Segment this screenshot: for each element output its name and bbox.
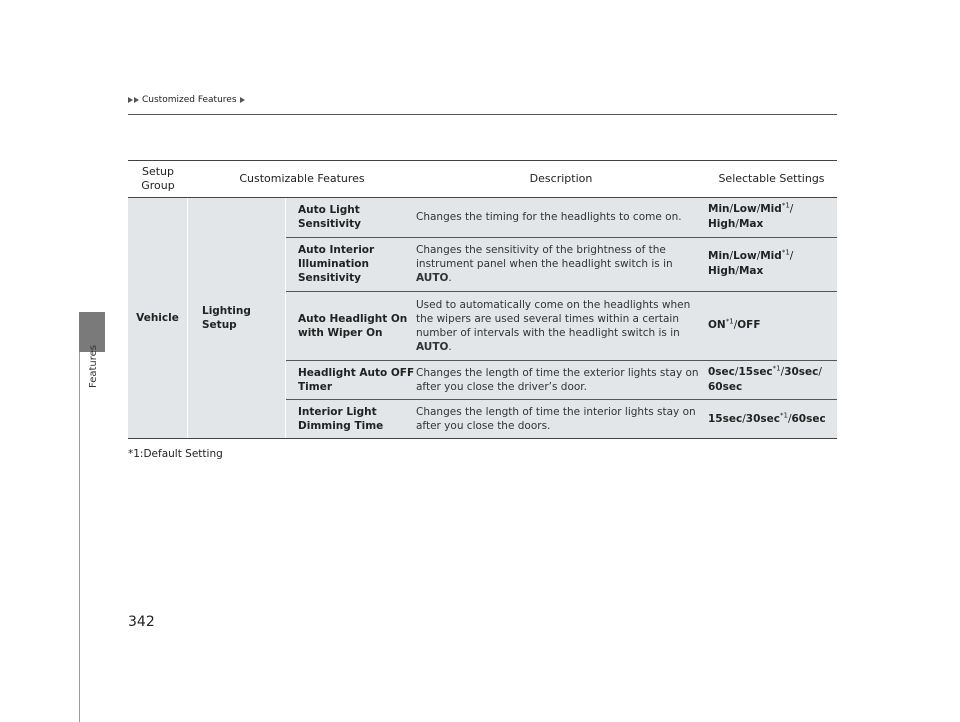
selectable-settings: $0\sec/15\sec^{*1}/30\sec/$ 60sec: [708, 364, 822, 394]
feature-rows: [286, 198, 837, 438]
header-selectable-settings: Selectable Settings: [718, 172, 825, 185]
header-rule: [128, 114, 837, 115]
feature-name: Auto Interior Illumination Sensitivity: [298, 244, 375, 285]
selectable-settings: Min/Low/Mid$^{*1}$/ High/Max: [708, 201, 794, 231]
breadcrumb-label[interactable]: Customized Features: [142, 95, 237, 105]
subgroup-cell: Lighting Setup: [188, 198, 286, 438]
breadcrumb: [128, 95, 245, 105]
feature-name: Auto Light Sensitivity: [298, 204, 361, 231]
table-row: [286, 198, 837, 238]
section-label: Features: [88, 345, 99, 388]
feature-description: Changes the length of time the exterior lights stay on after you close the driver’s door.: [416, 367, 699, 394]
settings-table: [128, 160, 837, 439]
selectable-settings: ON$^{*1}$/OFF: [708, 317, 761, 332]
feature-description: Changes the sensitivity of the brightness of the instrument panel when the headlight switch is in AUTO.: [416, 244, 673, 285]
header-customizable-features: Customizable Features: [239, 172, 365, 185]
feature-name: Auto Headlight On with Wiper On: [298, 312, 408, 339]
selectable-settings: Min/Low/Mid$^{*1}$/ High/Max: [708, 248, 794, 278]
table-row: [286, 400, 837, 438]
feature-description: Changes the timing for the headlights to come on.: [416, 211, 682, 224]
page-number: 342: [128, 614, 155, 630]
feature-name: Headlight Auto OFF Timer: [298, 367, 415, 394]
table-row: [286, 361, 837, 400]
group-cell: Vehicle: [128, 198, 188, 438]
section-divider: [79, 352, 80, 722]
arrow-icon: [240, 97, 245, 103]
header-description: Description: [529, 172, 593, 185]
feature-description: Changes the length of time the interior lights stay on after you close the doors.: [416, 406, 696, 433]
feature-description: Used to automatically come on the headlights when the wipers are used several times within a certain number of intervals with the headlight switch is in AUTO.: [416, 298, 691, 353]
double-arrow-icon: [128, 97, 139, 103]
selectable-settings: $15\sec/30\sec^{*1}/60\sec$: [708, 411, 826, 425]
table-header: [128, 160, 837, 198]
table-body: [128, 198, 837, 439]
table-row: [286, 292, 837, 362]
feature-name: Interior Light Dimming Time: [298, 406, 384, 433]
table-row: [286, 238, 837, 292]
footnote: *1:Default Setting: [128, 448, 223, 460]
header-setup-group: Setup Group: [141, 165, 175, 192]
